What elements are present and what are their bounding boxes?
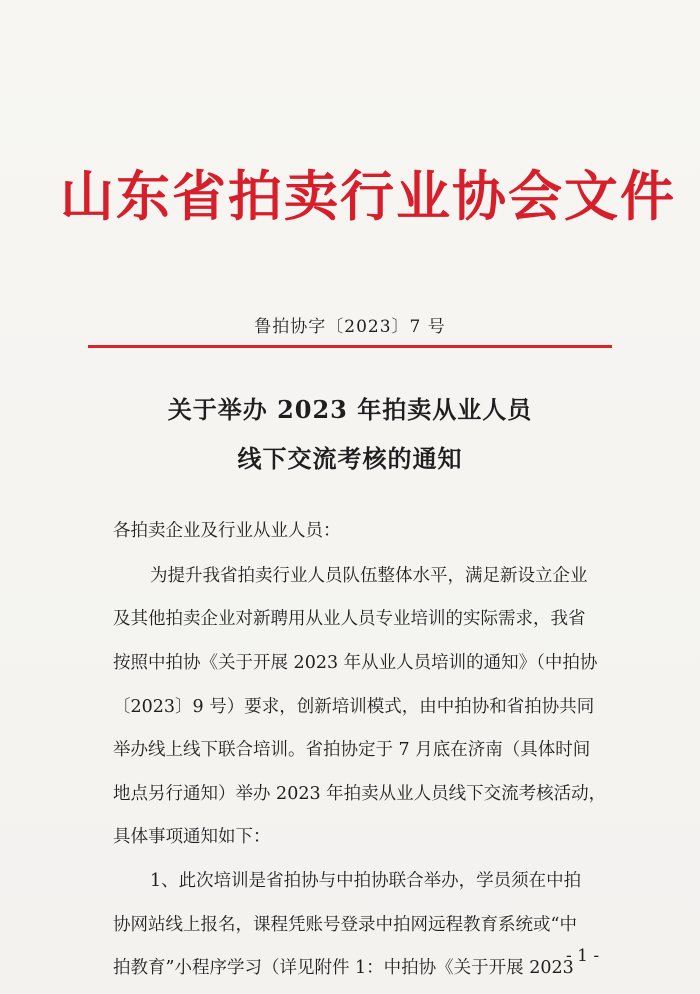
- document-number: 鲁拍协字〔2023〕7 号: [254, 317, 446, 337]
- red-header-title: 山东省拍卖行业协会文件: [60, 165, 676, 228]
- red-divider-line: [88, 345, 612, 348]
- body-line: 1、此次培训是省拍协与中拍协联合举办，学员须在中拍: [150, 871, 582, 891]
- body-line: 〔2023〕9 号）要求，创新培训模式，由中拍协和省拍协共同: [113, 697, 595, 717]
- body-line: 地点另行通知）举办 2023 年拍卖从业人员线下交流考核活动，: [113, 784, 607, 804]
- body-line: 举办线上线下联合培训。省拍协定于 7 月底在济南（具体时间: [113, 740, 591, 760]
- body-line: 及其他拍卖企业对新聘用从业人员专业培训的实际需求，我省: [113, 609, 586, 629]
- notice-title-line-1: 关于举办 2023 年拍卖从业人员: [167, 395, 533, 424]
- body-salutation: 各拍卖企业及行业从业人员：: [113, 521, 341, 541]
- body-line: 拍教育”小程序学习（详见附件 1：中拍协《关于开展 2023: [113, 958, 574, 978]
- body-line: 具体事项通知如下：: [113, 827, 271, 847]
- notice-title-line-2: 线下交流考核的通知: [237, 444, 463, 473]
- body-line: 协网站线上报名，课程凭账号登录中拍网远程教育系统或“中: [113, 915, 577, 935]
- body-line: 按照中拍协《关于开展 2023 年从业人员培训的通知》（中拍协: [113, 653, 598, 673]
- page-number: - 1 -: [566, 946, 600, 966]
- body-line: 为提升我省拍卖行业人员队伍整体水平，满足新设立企业: [150, 566, 588, 586]
